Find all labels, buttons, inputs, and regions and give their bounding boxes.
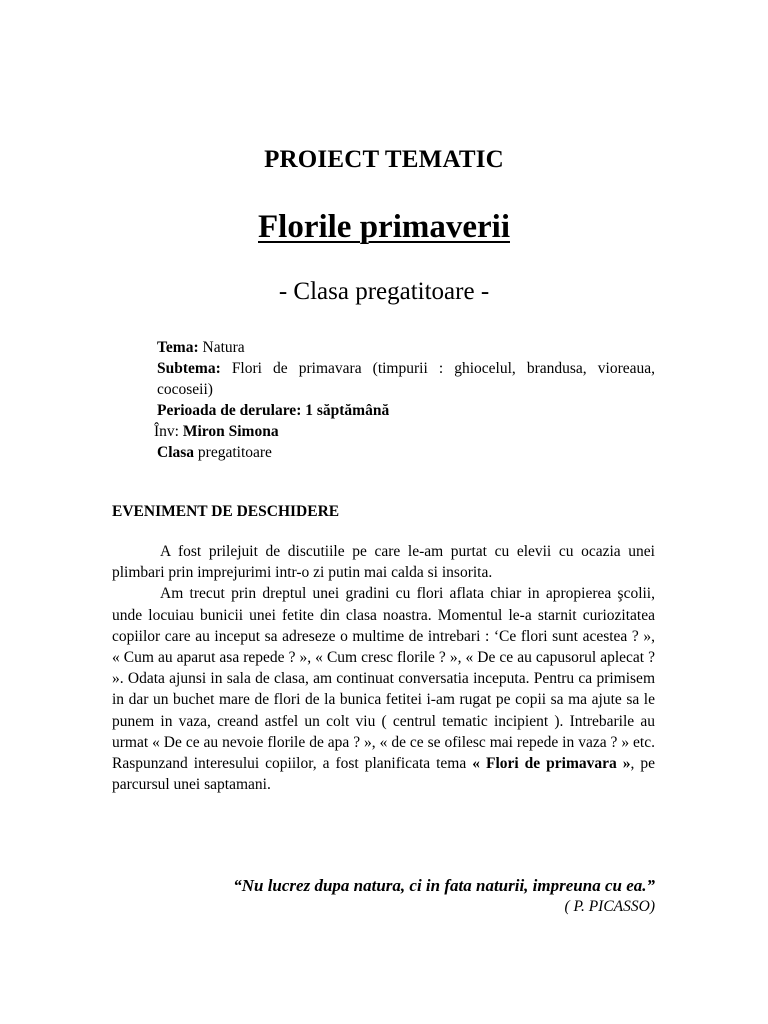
meta-tema [157,337,655,358]
project-subtitle [0,209,768,246]
meta-clasa [157,442,655,463]
meta-subtema [157,358,655,400]
meta-clasa-label: Clasa [157,444,195,461]
document-title: PROIECT TEMATIC [264,146,504,173]
paragraph-2-text: Am trecut prin dreptul unei gradini cu flori aflata chiar in apropierea şcolii, unde locuiau bunicii unei fetite din clasa noastra. Momentul le-a starnit curiozitatea copiilor care au inceput sa adreseze o multime de intrebari : ‘Ce flori sunt acestea ? », « Cum au aparut asa repede ? », « Cum cresc florile ? », « De ce au capusorul aplecat ? ». Odata ajunsi in sala de clasa, am continuat conversatia inceputa. Pentru ca primisem in dar un buchet mare de flori de la bunica fetitei i-am rugat pe copii sa ma ajute sa le punem in vaza, creand astfel un colt viu ( centrul tematic incipient ). Intrebarile au urmat « De ce au nevoie florile de apa ? », « de ce se ofilesc mai repede in vaza ? » etc. Raspunzand interesului copiilor, a fost planificata tema [112,585,655,773]
paragraph-2-bold: « Flori de primavara » [472,755,631,773]
quote-text: “Nu lucrez dupa natura, ci in fata naturii, impreuna cu ea.” [233,876,655,895]
meta-inv [154,421,655,442]
section-body [112,541,655,795]
meta-inv-prefix: Înv: [154,423,183,440]
paragraph-2 [112,583,655,795]
meta-perioada [157,400,655,421]
quote-author: ( P. PICASSO) [564,898,655,915]
paragraph-2-end: , pe parcursul unei saptamani. [112,755,655,794]
meta-inv-name: Miron Simona [182,423,279,440]
meta-subtema-label: Subtema: [157,360,221,377]
meta-tema-label: Tema: [157,339,199,356]
meta-subtema-value: Flori de primavara (timpurii : ghiocelul, brandusa, vioreaua, cocoseii) [157,360,655,398]
section-heading: EVENIMENT DE DESCHIDERE [112,503,340,520]
meta-perioada-text: Perioada de derulare: 1 săptămână [157,402,390,419]
meta-tema-value: Natura [198,339,245,356]
meta-clasa-value: pregatitoare [194,444,272,461]
project-subtitle-text: Florile primaverii [258,209,510,245]
class-line: - Clasa pregatitoare - [278,278,490,305]
project-meta [154,337,655,463]
paragraph-1: A fost prilejuit de discutiile pe care le-am purtat cu elevii cu ocazia unei plimbari prin imprejurimi intr-o zi putin mai calda si insorita. [112,543,655,582]
